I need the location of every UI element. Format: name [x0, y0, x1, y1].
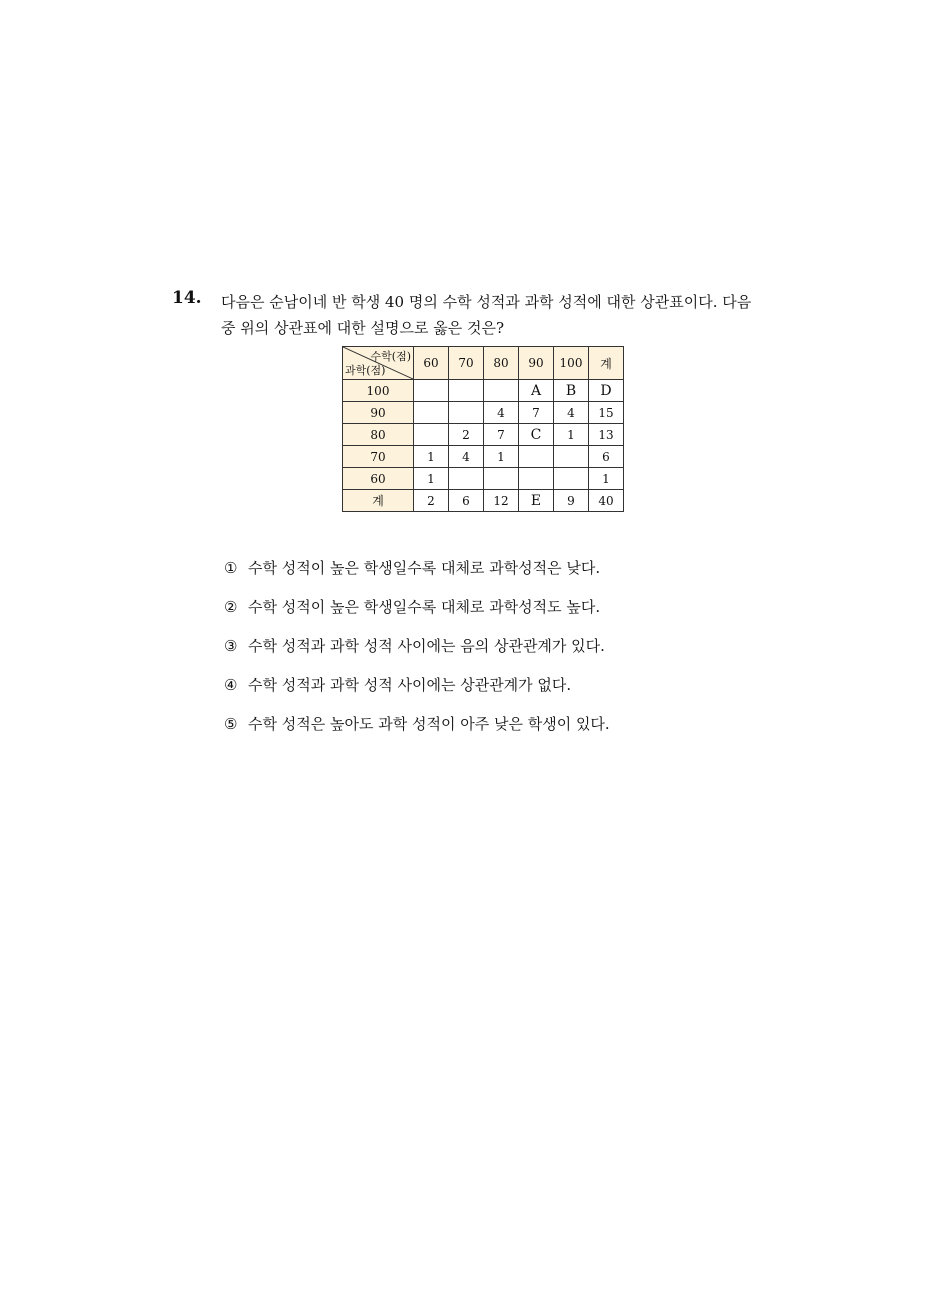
table-cell: 6: [589, 446, 624, 468]
answer-choices: [224, 555, 610, 750]
choice-text: 수학 성적은 높아도 과학 성적이 아주 낮은 학생이 있다.: [248, 715, 610, 733]
table-cell: 9: [554, 490, 589, 512]
column-header: 80: [484, 347, 519, 380]
question-line-2: 중 위의 상관표에 대한 설명으로 옳은 것은?: [221, 319, 504, 337]
table-cell: [484, 380, 519, 402]
table-cell: 7: [519, 402, 554, 424]
table-cell: [449, 468, 484, 490]
table-cell: [449, 402, 484, 424]
table-cell: A: [519, 380, 554, 402]
row-axis-label: 과학(점): [345, 364, 386, 377]
table-cell: 13: [589, 424, 624, 446]
table-row: [343, 380, 624, 402]
column-header: 90: [519, 347, 554, 380]
table-cell: 40: [589, 490, 624, 512]
row-header: 100: [343, 380, 414, 402]
table-cell: 4: [449, 446, 484, 468]
question-text: [221, 289, 781, 341]
column-header: 70: [449, 347, 484, 380]
choice-marker: ④: [224, 676, 238, 694]
table-total-row: [343, 490, 624, 512]
row-header: 90: [343, 402, 414, 424]
table-corner-cell: [343, 347, 414, 380]
table-cell: 15: [589, 402, 624, 424]
column-axis-label: 수학(점): [370, 350, 411, 363]
choice-marker: ②: [224, 598, 238, 616]
choice-marker: ①: [224, 559, 238, 577]
table-cell: 7: [484, 424, 519, 446]
table-cell: 4: [554, 402, 589, 424]
table-cell: 2: [449, 424, 484, 446]
table-row: [343, 446, 624, 468]
table-cell: B: [554, 380, 589, 402]
table-cell: [414, 402, 449, 424]
table-cell: 12: [484, 490, 519, 512]
answer-choice-5[interactable]: [224, 711, 610, 750]
table-cell: [554, 446, 589, 468]
table-cell: 1: [414, 446, 449, 468]
table-cell: [449, 380, 484, 402]
choice-text: 수학 성적과 과학 성적 사이에는 음의 상관관계가 있다.: [248, 637, 605, 655]
table-cell: 1: [554, 424, 589, 446]
table-cell: 1: [589, 468, 624, 490]
answer-choice-2[interactable]: [224, 594, 610, 633]
table-cell: 2: [414, 490, 449, 512]
table-cell: [554, 468, 589, 490]
row-header: 계: [343, 490, 414, 512]
table-row: [343, 402, 624, 424]
column-header: 60: [414, 347, 449, 380]
table-cell: E: [519, 490, 554, 512]
question-number: 14.: [172, 288, 202, 308]
table-cell: [519, 468, 554, 490]
question-line-1: 다음은 순남이네 반 학생 40 명의 수학 성적과 과학 성적에 대한 상관표이다. 다음: [221, 293, 752, 311]
column-header: 100: [554, 347, 589, 380]
answer-choice-1[interactable]: [224, 555, 610, 594]
table-header-row: [343, 347, 624, 380]
row-header: 60: [343, 468, 414, 490]
choice-marker: ③: [224, 637, 238, 655]
table-cell: 4: [484, 402, 519, 424]
choice-text: 수학 성적이 높은 학생일수록 대체로 과학성적은 낮다.: [248, 559, 601, 577]
choice-marker: ⑤: [224, 715, 238, 733]
table-cell: C: [519, 424, 554, 446]
choice-text: 수학 성적과 과학 성적 사이에는 상관관계가 없다.: [248, 676, 572, 694]
answer-choice-3[interactable]: [224, 633, 610, 672]
table-row: [343, 468, 624, 490]
choice-text: 수학 성적이 높은 학생일수록 대체로 과학성적도 높다.: [248, 598, 601, 616]
row-header: 70: [343, 446, 414, 468]
row-header: 80: [343, 424, 414, 446]
table-cell: [414, 424, 449, 446]
table-cell: 1: [414, 468, 449, 490]
answer-choice-4[interactable]: [224, 672, 610, 711]
column-header: 계: [589, 347, 624, 380]
table-cell: D: [589, 380, 624, 402]
table-cell: 6: [449, 490, 484, 512]
correlation-table: [342, 346, 624, 512]
table-cell: [484, 468, 519, 490]
table-cell: [414, 380, 449, 402]
table-row: [343, 424, 624, 446]
table-cell: 1: [484, 446, 519, 468]
table-cell: [519, 446, 554, 468]
